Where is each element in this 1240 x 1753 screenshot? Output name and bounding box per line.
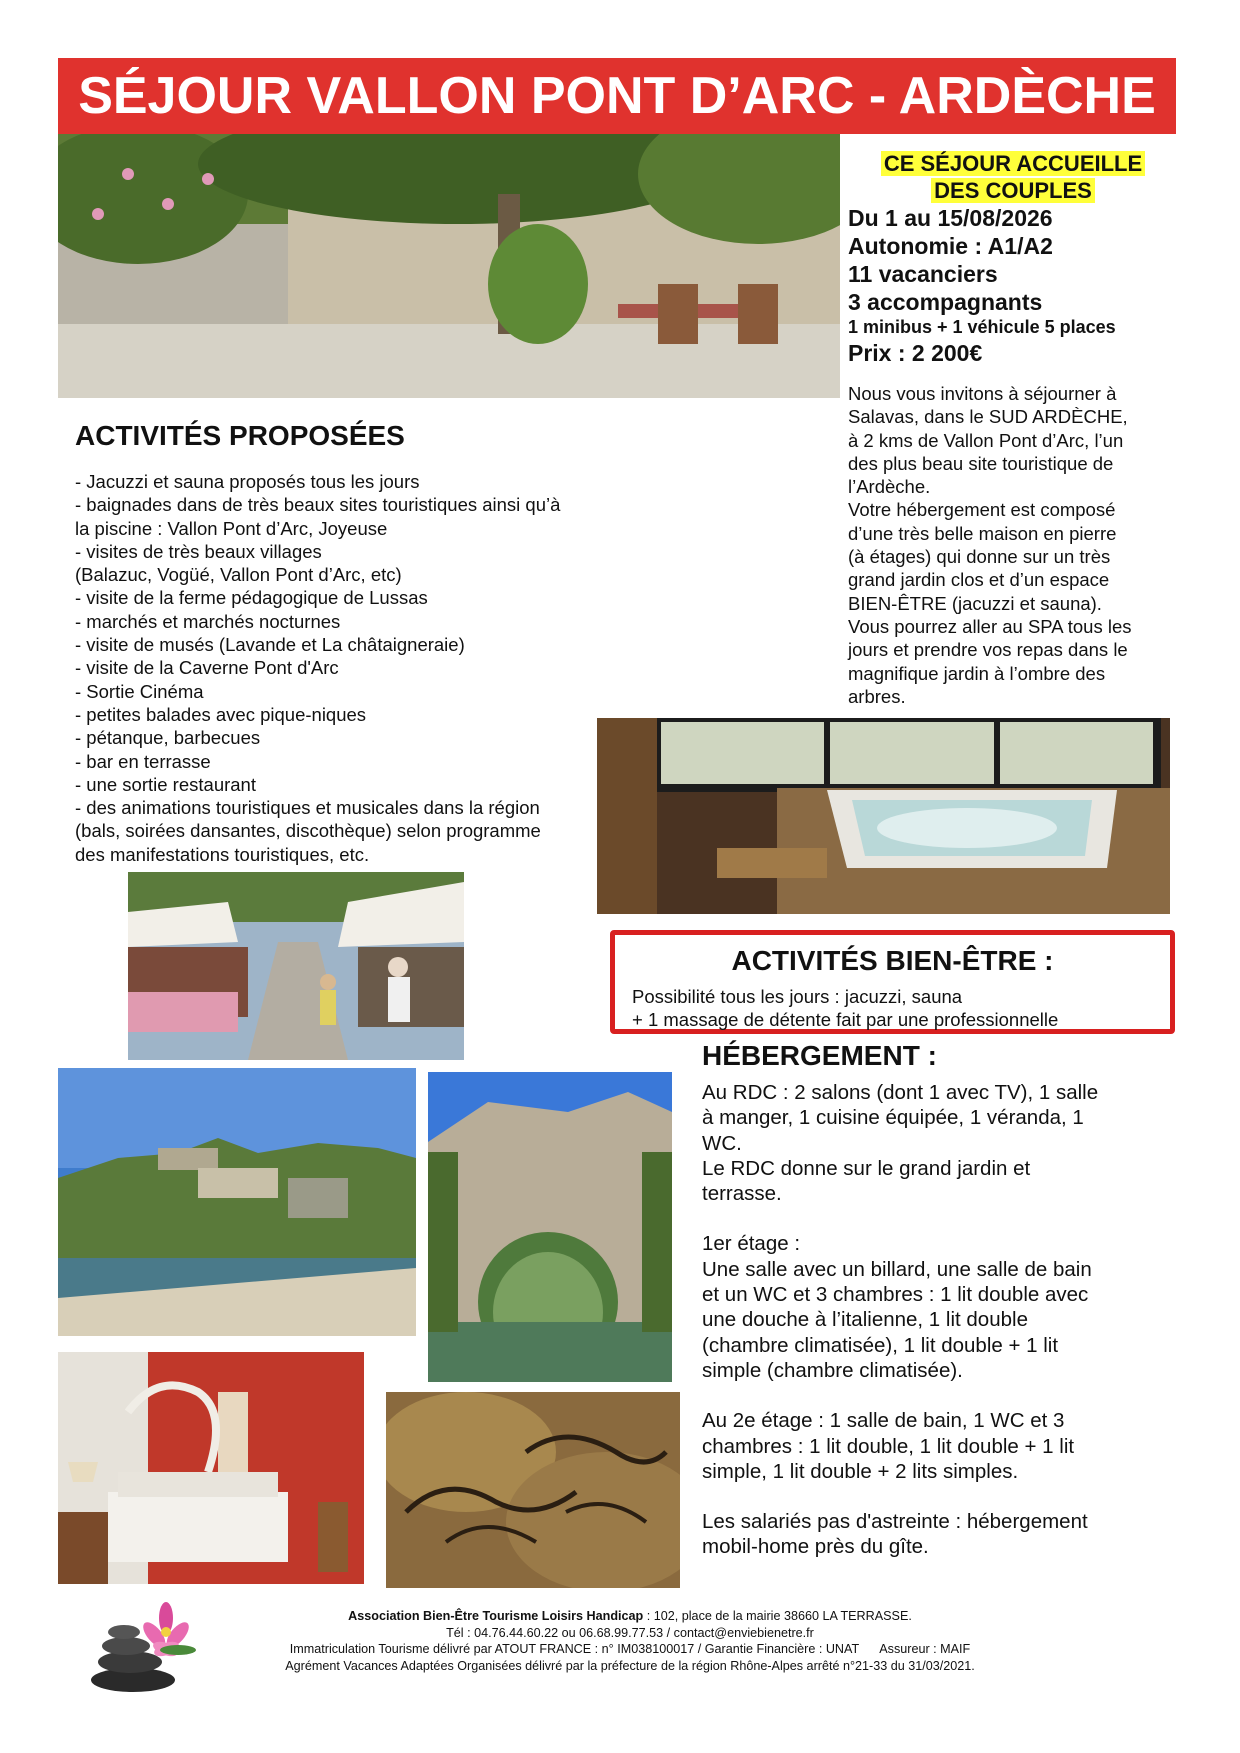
stay-autonomy: Autonomie : A1/A2 <box>848 233 1053 259</box>
cave-paintings-photo <box>386 1392 680 1588</box>
market-photo <box>128 872 464 1060</box>
jacuzzi-photo <box>597 718 1170 914</box>
page-title: SÉJOUR VALLON PONT D’ARC - ARDÈCHE <box>58 58 1176 134</box>
activities-heading: ACTIVITÉS PROPOSÉES <box>75 420 405 451</box>
wellness-box <box>610 930 1175 1034</box>
wellness-line: + 1 massage de détente fait par une professionnelle <box>632 1009 1059 1030</box>
stay-info <box>848 150 1178 367</box>
lodging-paragraph: 1er étage : Une salle avec un billard, une salle de bain et un WC et 3 chambres : 1 lit double avec une douche à l’italienne, 1 lit double (chambre climatisée), 1 lit double + 1 lit simple (chambre climatisée). <box>702 1232 1092 1382</box>
wellness-heading: ACTIVITÉS BIEN-ÊTRE : <box>731 945 1054 976</box>
village-river-photo <box>58 1068 416 1336</box>
bedroom-photo <box>58 1352 364 1584</box>
activities-list: - Jacuzzi et sauna proposés tous les jours - baignades dans de très beaux sites touristiques ainsi qu’à la piscine : Vallon Pont d’Arc, Joyeuse - visites de très beaux villages (Balazuc, Vogüé, Vallon Pont d’Arc, etc) - visite de la ferme pédagogique de Lussas - marchés et marchés nocturnes - visite de musés (Lavande et La châtaigneraie) - visite de la Caverne Pont d'Arc - Sortie Cinéma - petites balades avec pique-niques - pétanque, barbecues - bar en terrasse - une sortie restaurant - des animations touristiques et musicales dans la région (bals, soirées dansantes, discothèque) selon programme des manifestations touristiques, etc. <box>75 471 561 865</box>
lodging-paragraph: Au RDC : 2 salons (dont 1 avec TV), 1 salle à manger, 1 cuisine équipée, 1 véranda, 1 WC. Le RDC donne sur le grand jardin et terrasse. <box>702 1081 1099 1206</box>
stay-vehicles: 1 minibus + 1 véhicule 5 places <box>848 317 1116 337</box>
lodging-text <box>702 1080 1182 1585</box>
association-logo <box>88 1588 198 1694</box>
footer-contact: Tél : 04.76.44.60.22 ou 06.68.99.77.53 / contact@enviebienetre.fr <box>446 1625 814 1640</box>
lodging-heading: HÉBERGEMENT : <box>702 1040 937 1071</box>
stay-companions: 3 accompagnants <box>848 289 1043 315</box>
footer-approval: Agrément Vacances Adaptées Organisées délivré par la préfecture de la région Rhône-Alpes arrêté n°21-33 du 31/03/2021. <box>285 1658 975 1673</box>
lodging-paragraph: Au 2e étage : 1 salle de bain, 1 WC et 3 chambres : 1 lit double, 1 lit double + 1 lit simple, 1 lit double + 2 lits simples. <box>702 1409 1075 1483</box>
couples-highlight: CE SÉJOUR ACCUEILLE DES COUPLES <box>848 150 1178 204</box>
wellness-line: Possibilité tous les jours : jacuzzi, sauna <box>632 986 963 1007</box>
garden-photo <box>58 134 840 398</box>
pont-darc-arch-photo <box>428 1072 672 1382</box>
stay-vacationers: 11 vacanciers <box>848 261 998 287</box>
lodging-paragraph: Les salariés pas d'astreinte : hébergement mobil-home près du gîte. <box>702 1510 1088 1559</box>
stay-price: Prix : 2 200€ <box>848 340 983 366</box>
footer-address: Association Bien-Être Tourisme Loisirs Handicap : 102, place de la mairie 38660 LA TERRASSE. <box>348 1609 912 1623</box>
intro-text: Nous vous invitons à séjourner à Salavas, dans le SUD ARDÈCHE, à 2 kms de Vallon Pont d’Arc, l’un des plus beau site touristique de l’Ardèche. Votre hébergement est composé d’une très belle maison en pierre (à étages) qui donne sur un très grand jardin clos et d’un espace BIEN-ÊTRE (jacuzzi et sauna). Vous pourrez aller au SPA tous les jours et prendre vos repas dans le magnifique jardin à l’ombre des arbres. <box>848 383 1132 707</box>
footer <box>210 1608 1050 1674</box>
footer-registration: Immatriculation Tourisme délivré par ATOUT FRANCE : n° IM038100017 / Garantie Financière : UNAT Assureur : MAIF <box>289 1642 971 1656</box>
stay-dates: Du 1 au 15/08/2026 <box>848 205 1053 231</box>
